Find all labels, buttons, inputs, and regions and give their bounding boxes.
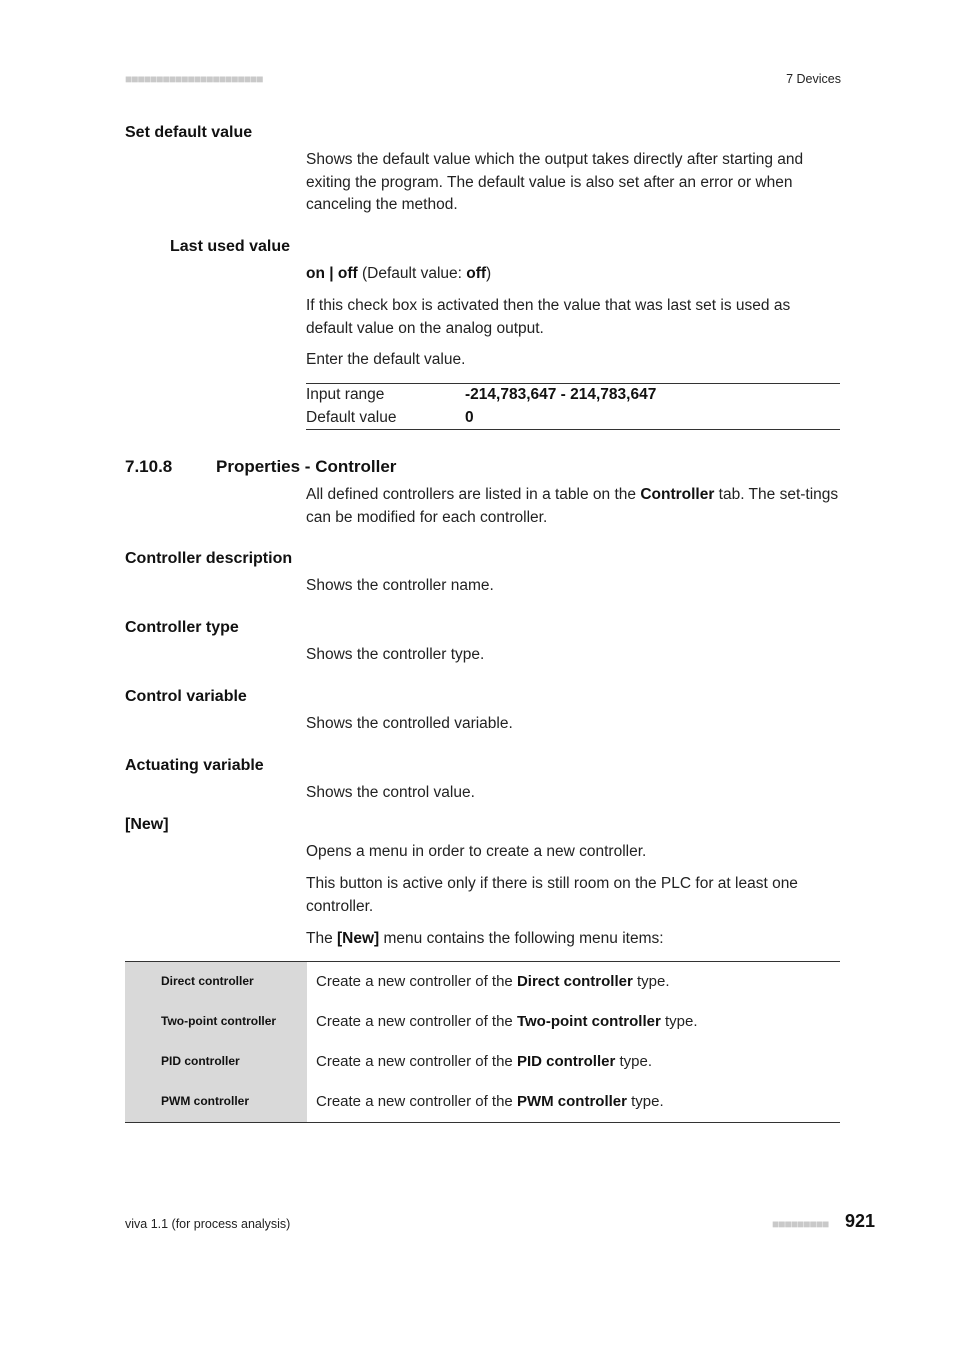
range-value: -214,783,647 - 214,783,647 (465, 386, 657, 403)
param-desc-controller-description: Shows the controller name. (306, 577, 494, 594)
range-table (306, 383, 840, 430)
intro-post: tab. The set-tings can be modified for each controller. (306, 486, 839, 526)
intro-pre: All defined controllers are listed in a table on the (306, 486, 641, 503)
option-default-value: off (466, 265, 487, 282)
desc-post: type. (632, 973, 670, 990)
footer-decoration: ■■■■■■■■■ (772, 1217, 829, 1231)
footer-product: viva 1.1 (for process analysis) (125, 1217, 291, 1231)
param-desc-control-variable: Shows the controlled variable. (306, 715, 513, 732)
menu-item-name: PID controller (125, 1042, 307, 1082)
param-desc-controller-type: Shows the controller type. (306, 646, 485, 663)
range-row-input (306, 384, 840, 407)
option-values: on | off (306, 265, 358, 282)
menu-item-desc (307, 1042, 652, 1082)
menu-item-desc (307, 1082, 664, 1122)
menu-intro-pre: The (306, 930, 338, 947)
last-used-desc: If this check box is activated then the value that was last set is used as default value on the analog output. (306, 297, 791, 337)
menu-item-desc (307, 962, 670, 1002)
menu-items-table (125, 961, 840, 1123)
default-value: 0 (465, 408, 474, 426)
default-label: Default value (306, 408, 397, 426)
desc-pre: Create a new controller of the (316, 1013, 517, 1030)
range-label: Input range (306, 386, 385, 403)
desc-bold: Direct controller (516, 973, 633, 990)
param-heading-actuating-variable: Actuating variable (125, 757, 264, 774)
last-used-options (306, 263, 840, 286)
table-row (125, 962, 840, 1002)
set-default-heading: Set default value (125, 124, 253, 141)
section-title: Properties - Controller (216, 457, 397, 476)
param-heading-control-variable: Control variable (125, 688, 247, 705)
menu-item-desc (307, 1002, 698, 1042)
section-number: 7.10.8 (125, 457, 173, 476)
menu-intro-name: [New] (337, 930, 380, 947)
param-heading-controller-description: Controller description (125, 550, 293, 567)
last-used-heading: Last used value (170, 238, 291, 255)
set-default-desc-text: Shows the default value which the output takes directly after starting and exiting the program. The default value is also set after an error or when canceling the method. (306, 151, 804, 213)
menu-item-name: Direct controller (125, 962, 307, 1002)
set-default-desc (306, 149, 840, 217)
chapter-label: 7 Devices (786, 72, 841, 86)
desc-post: type. (615, 1053, 652, 1070)
desc-pre: Create a new controller of the (316, 1053, 517, 1070)
desc-post: type. (660, 1013, 698, 1030)
table-row (125, 1042, 840, 1082)
option-default-suffix: ) (486, 265, 492, 282)
new-menu-intro (306, 928, 840, 951)
option-default-prefix: (Default value: (357, 265, 467, 282)
new-button-heading: [New] (125, 816, 169, 833)
table-row (125, 1082, 840, 1122)
param-desc-actuating-variable: Shows the control value. (306, 784, 475, 801)
param-heading-controller-type: Controller type (125, 619, 239, 636)
desc-post: type. (626, 1093, 664, 1110)
new-desc-1: Opens a menu in order to create a new controller. (306, 843, 647, 860)
desc-bold: PWM controller (516, 1093, 627, 1110)
section-intro (306, 484, 840, 529)
menu-item-name: Two-point controller (125, 1002, 307, 1042)
new-desc-2: This button is active only if there is still room on the PLC for at least one controller. (306, 875, 798, 915)
menu-intro-post: menu contains the following menu items: (379, 930, 664, 947)
range-row-default (306, 407, 840, 430)
header-decoration: ■■■■■■■■■■■■■■■■■■■■■■ (125, 72, 263, 86)
page-number: 921 (845, 1211, 876, 1231)
desc-bold: Two-point controller (516, 1013, 661, 1030)
table-row (125, 1002, 840, 1042)
enter-default-text: Enter the default value. (306, 351, 466, 368)
desc-bold: PID controller (516, 1053, 616, 1070)
intro-tab-name: Controller (640, 486, 715, 503)
desc-pre: Create a new controller of the (316, 973, 517, 990)
menu-item-name: PWM controller (125, 1082, 307, 1122)
desc-pre: Create a new controller of the (316, 1093, 517, 1110)
